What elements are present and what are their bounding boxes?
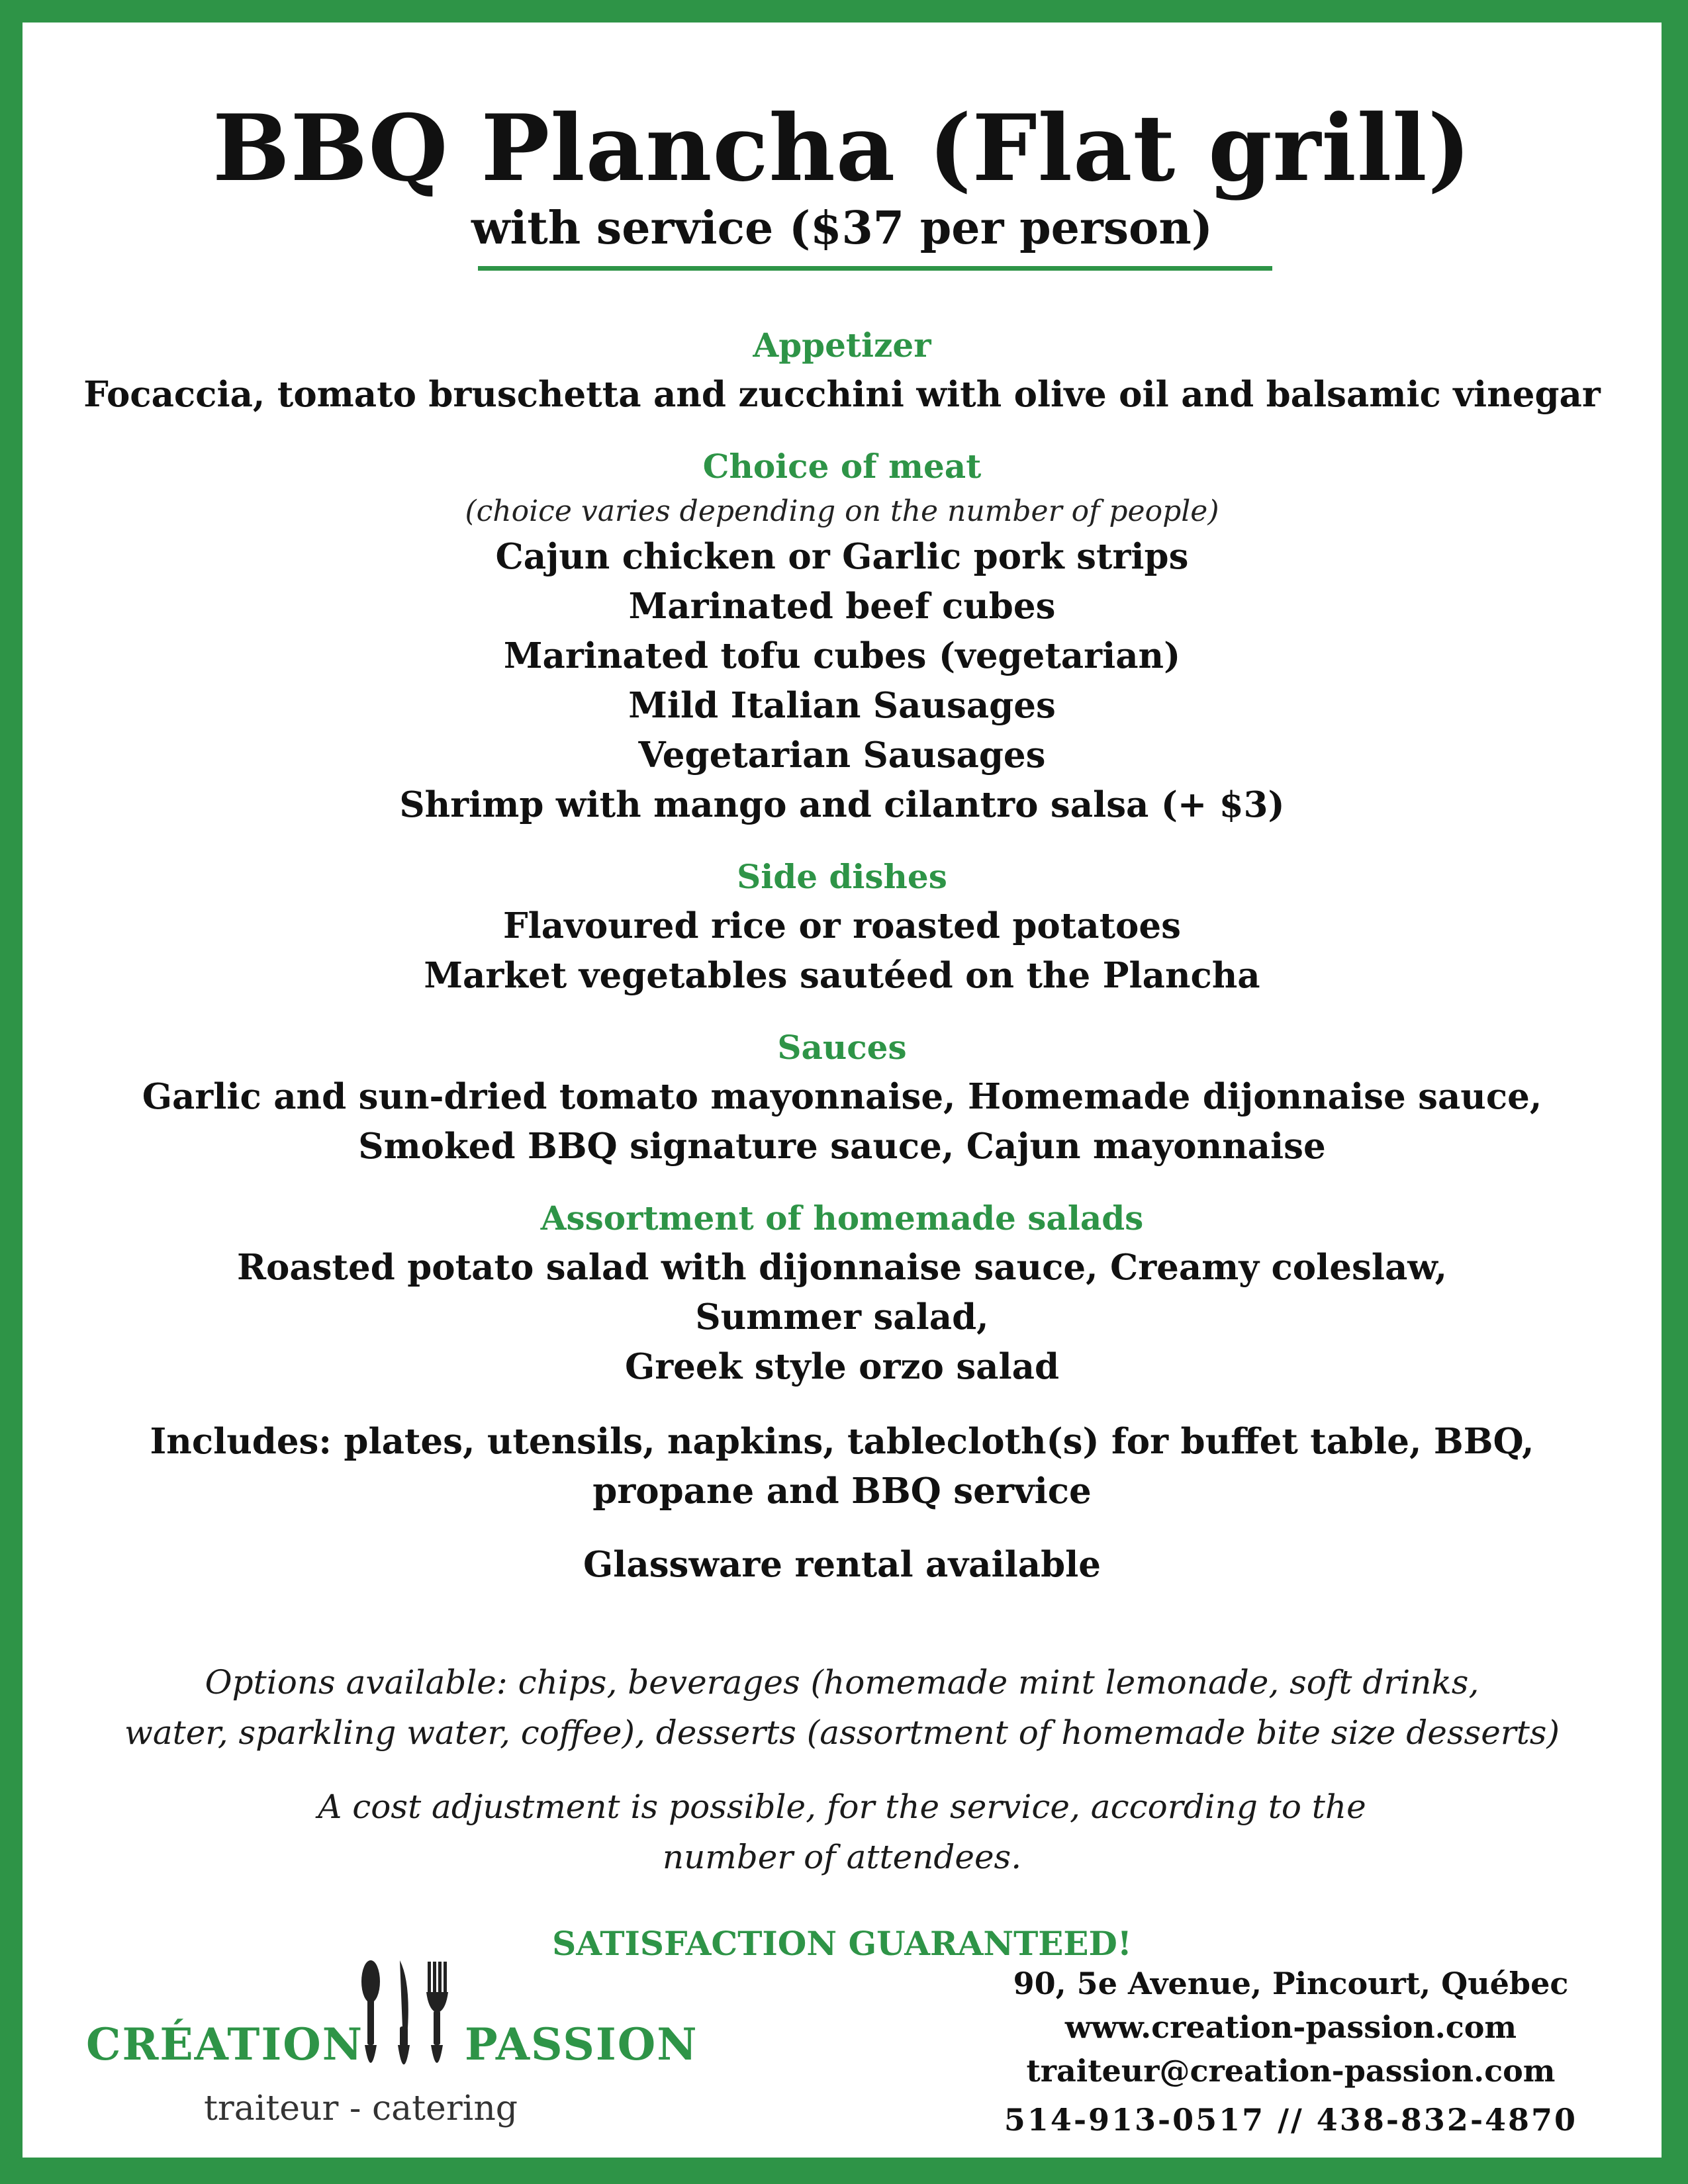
contact-phones: 514-913-0517 // 438-832-4870: [1004, 2102, 1578, 2138]
menu-line: Summer salad,: [695, 1297, 989, 1338]
glassware-block: [23, 1540, 1662, 1590]
menu-line: Smoked BBQ signature sauce, Cajun mayonnaise: [358, 1126, 1326, 1167]
options-line: water, sparkling water, coffee), desserts (assortment of homemade bite size desserts): [124, 1713, 1560, 1752]
logo-word-creation: CRÉATION: [86, 2019, 364, 2070]
menu-page: [23, 23, 1662, 2158]
menu-body: [23, 324, 1662, 1614]
menu-line: Mild Italian Sausages: [628, 685, 1056, 726]
includes-line: Includes: plates, utensils, napkins, tablecloth(s) for buffet table, BBQ,: [150, 1421, 1534, 1462]
menu-line: Flavoured rice or roasted potatoes: [503, 905, 1181, 946]
includes-line: propane and BBQ service: [592, 1471, 1092, 1512]
section-title: Assortment of homemade salads: [540, 1199, 1144, 1238]
menu-line: Focaccia, tomato bruschetta and zucchini with olive oil and balsamic vinegar: [83, 374, 1601, 415]
contact-email: traiteur@creation-passion.com: [1026, 2053, 1556, 2089]
page-title: BBQ Plancha (Flat grill): [212, 94, 1472, 202]
page-subtitle: with service ($37 per person): [471, 202, 1213, 255]
menu-line: Vegetarian Sausages: [638, 735, 1046, 776]
section-title: Side dishes: [737, 857, 947, 896]
menu-line: Roasted potato salad with dijonnaise sauce, Creamy coleslaw,: [236, 1247, 1448, 1288]
satisfaction-banner: SATISFACTION GUARANTEED!: [552, 1924, 1132, 1963]
logo-tagline: traiteur - catering: [204, 2089, 518, 2128]
cost-line: number of attendees.: [662, 1838, 1022, 1876]
glassware-line: Glassware rental available: [583, 1544, 1102, 1585]
menu-line: Garlic and sun-dried tomato mayonnaise, Homemade dijonnaise sauce,: [142, 1076, 1542, 1117]
menu-line: Greek style orzo salad: [624, 1346, 1060, 1387]
options-line: Options available: chips, beverages (homemade mint lemonade, soft drinks,: [205, 1663, 1479, 1702]
section-meat: [23, 445, 1662, 830]
section-note: (choice varies depending on the number of people): [465, 494, 1219, 528]
logo-word-passion: PASSION: [465, 2019, 698, 2070]
menu-line: Marinated tofu cubes (vegetarian): [503, 635, 1181, 676]
section-title: Appetizer: [753, 326, 931, 365]
section-title: Choice of meat: [702, 447, 982, 486]
menu-line: Marinated beef cubes: [628, 586, 1056, 627]
cost-note: [23, 1782, 1662, 1882]
includes-block: [23, 1417, 1662, 1516]
contact-website: www.creation-passion.com: [1064, 2009, 1517, 2045]
section-sauces: [23, 1026, 1662, 1171]
title-underline: [478, 266, 1272, 271]
cost-line: A cost adjustment is possible, for the service, according to the: [318, 1788, 1366, 1826]
menu-line: Shrimp with mango and cilantro salsa (+ $3): [399, 784, 1285, 825]
options-block: [23, 1657, 1662, 1758]
section-salads: [23, 1197, 1662, 1392]
company-logo: [86, 1955, 698, 2128]
menu-line: Market vegetables sautéed on the Plancha: [424, 955, 1260, 996]
section-appetizer: [23, 324, 1662, 420]
section-title: Sauces: [777, 1028, 907, 1067]
contact-block: [973, 1962, 1609, 2142]
section-sides: [23, 855, 1662, 1001]
menu-line: Cajun chicken or Garlic pork strips: [495, 536, 1189, 577]
cutlery-icon: [356, 1955, 455, 2087]
contact-address: 90, 5e Avenue, Pincourt, Québec: [1013, 1966, 1569, 2001]
